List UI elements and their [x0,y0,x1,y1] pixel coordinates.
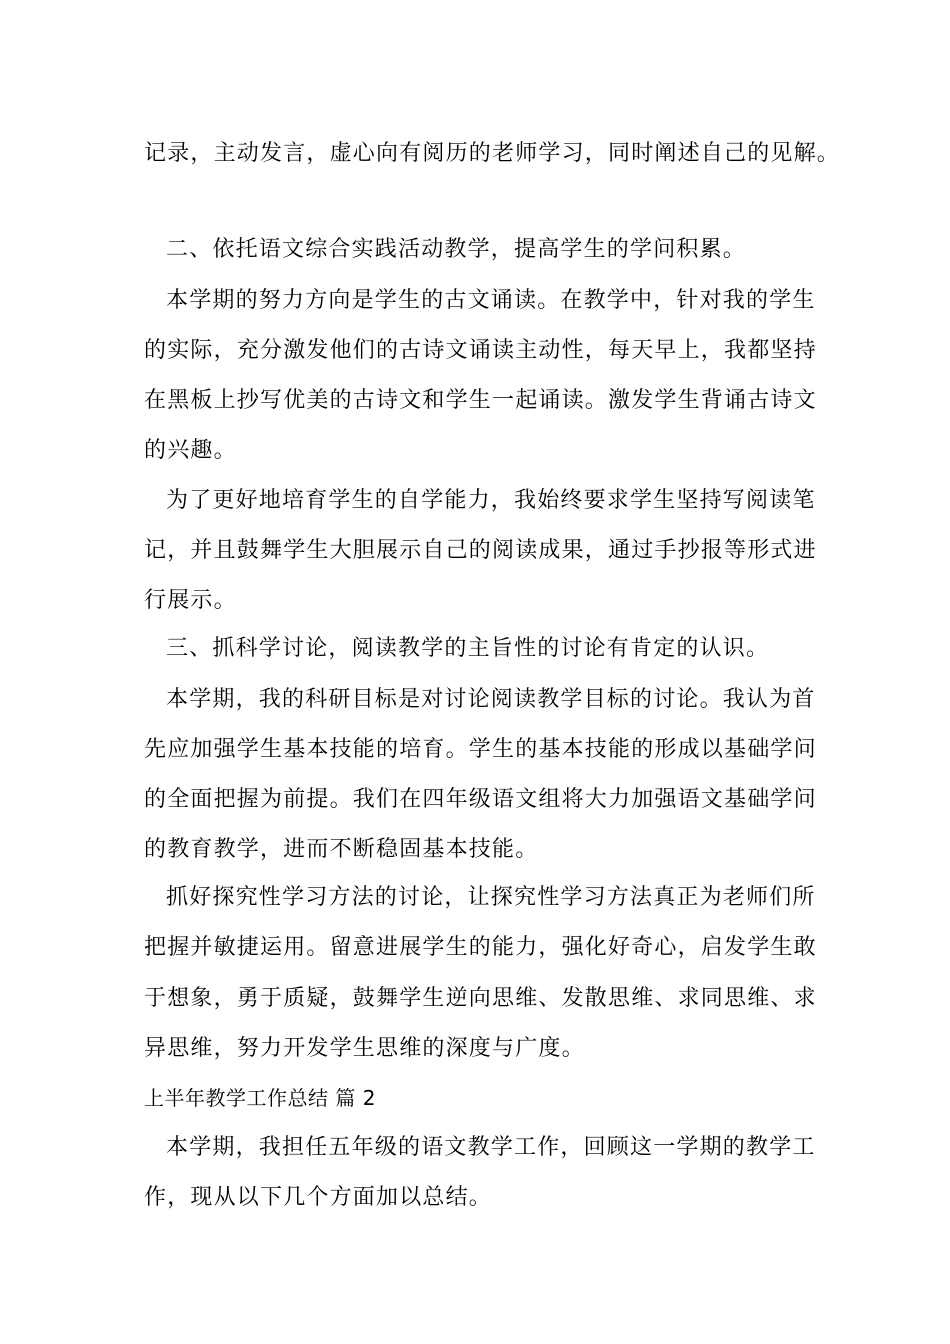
paragraph-line: 本学期，我担任五年级的语文教学工作，回顾这一学期的教学工 [166,1135,816,1160]
paragraph-line: 的全面把握为前提。我们在四年级语文组将大力加强语文基础学问 [144,787,817,812]
paragraph-line: 先应加强学生基本技能的培育。学生的基本技能的形成以基础学问 [144,737,817,762]
paragraph-line: 行展示。 [144,588,237,613]
paragraph-line: 抓好探究性学习方法的讨论，让探究性学习方法真正为老师们所 [166,885,816,910]
paragraph-line: 的实际，充分激发他们的古诗文诵读主动性，每天早上，我都坚持 [144,338,817,363]
section-heading: 二、依托语文综合实践活动教学，提高学生的学问积累。 [166,237,747,262]
section-heading: 三、抓科学讨论，阅读教学的主旨性的讨论有肯定的认识。 [166,636,770,661]
paragraph-line: 的教育教学，进而不断稳固基本技能。 [144,837,539,862]
paragraph-line: 作，现从以下几个方面加以总结。 [144,1185,493,1210]
paragraph-line: 异思维，努力开发学生思维的深度与广度。 [144,1036,585,1061]
paragraph-line: 记录，主动发言，虚心向有阅历的老师学习，同时阐述自己的见解。 [144,141,841,166]
paragraph-line: 记，并且鼓舞学生大胆展示自己的阅读成果，通过手抄报等形式进 [144,538,817,563]
paragraph-line: 于想象，勇于质疑，鼓舞学生逆向思维、发散思维、求同思维、求 [144,986,817,1011]
paragraph-line: 为了更好地培育学生的自学能力，我始终要求学生坚持写阅读笔 [166,488,816,513]
paragraph-line: 在黑板上抄写优美的古诗文和学生一起诵读。激发学生背诵古诗文 [144,388,817,413]
document-title: 上半年教学工作总结 篇 2 [144,1086,376,1110]
paragraph-line: 本学期的努力方向是学生的古文诵读。在教学中，针对我的学生 [166,288,816,313]
paragraph-line: 把握并敏捷运用。留意进展学生的能力，强化好奇心，启发学生敢 [144,935,817,960]
paragraph-line: 的兴趣。 [144,438,237,463]
paragraph-line: 本学期，我的科研目标是对讨论阅读教学目标的讨论。我认为首 [166,687,816,712]
